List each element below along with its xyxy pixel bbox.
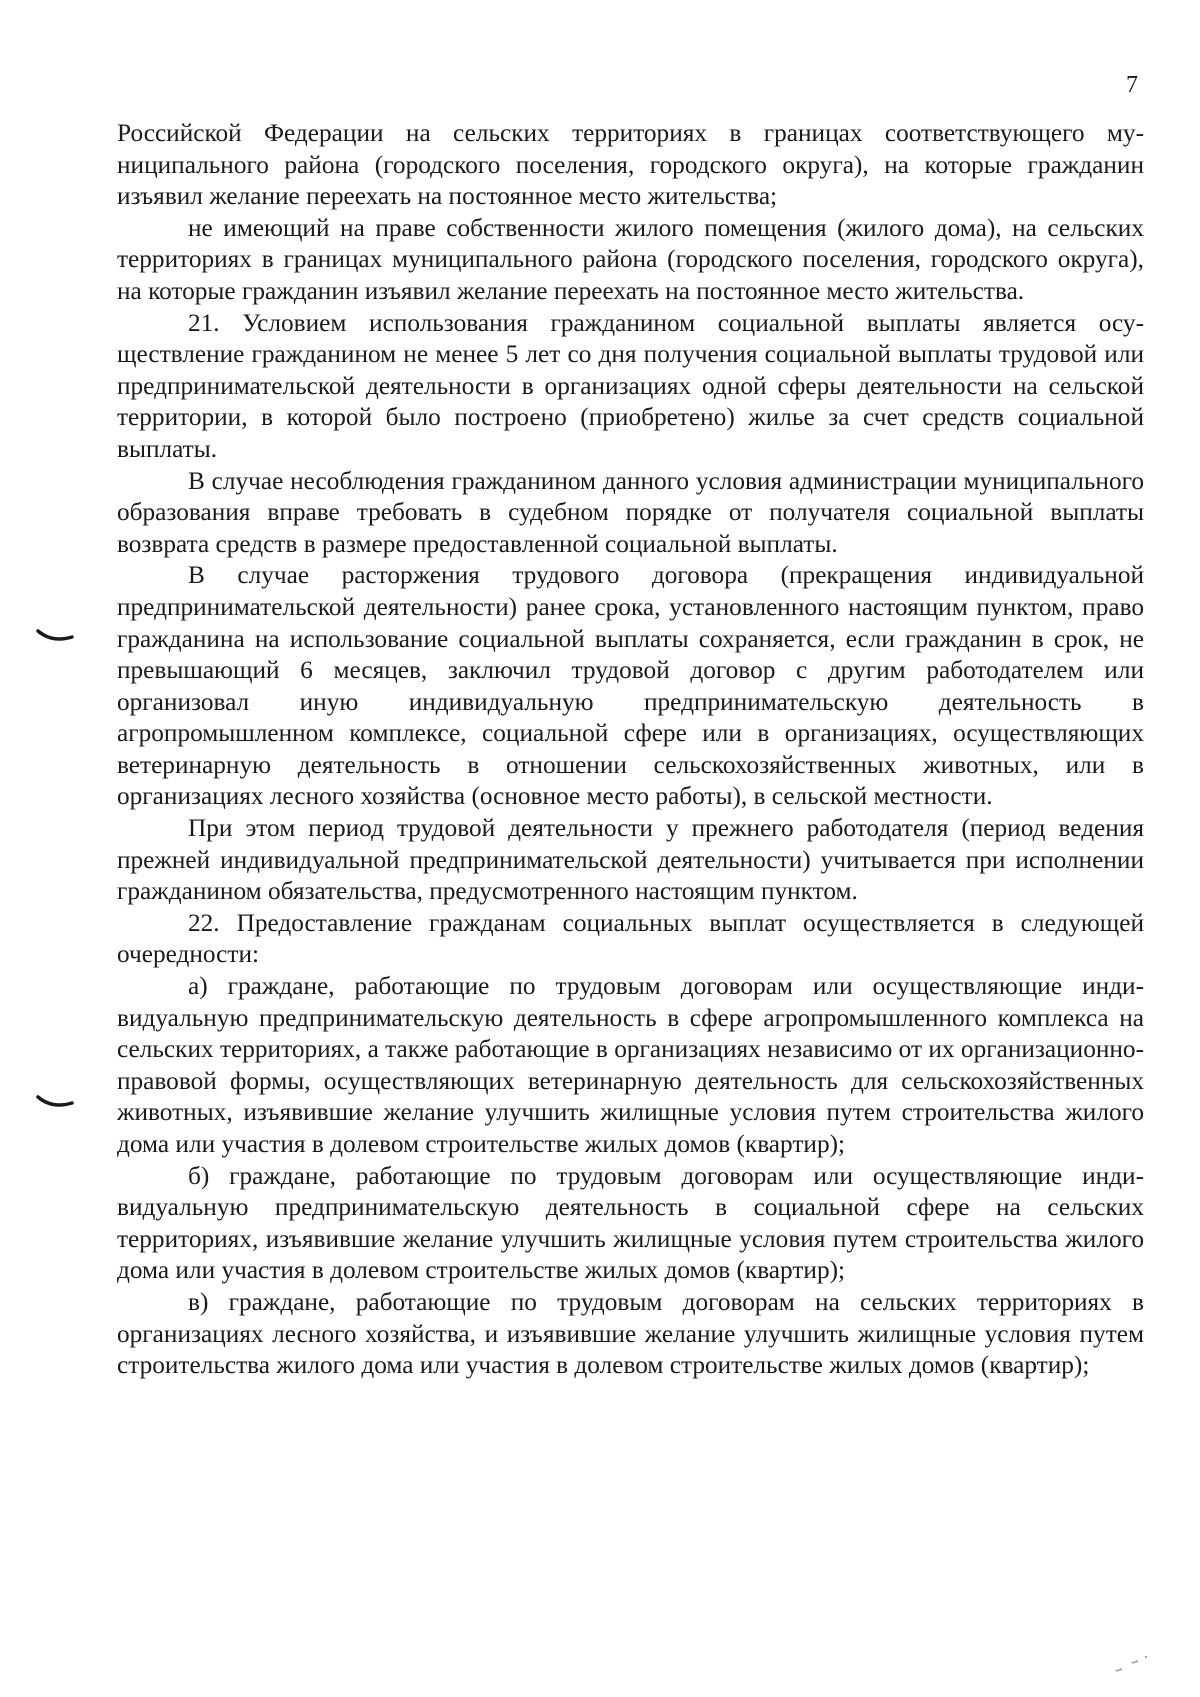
document-body bbox=[117, 118, 1144, 1382]
paragraph: При этом период трудовой деятельности у прежнего работодателя (период ведения прежней индивидуальной предпринимательской деятельности) учитывается при исполнении гражданином обязательства, предусмотренного настоящим пунктом. bbox=[117, 814, 1144, 906]
page-number: 7 bbox=[1126, 72, 1138, 98]
binding-hole-mark bbox=[36, 628, 74, 644]
list-item-a: а) граждане, работающие по трудовым договорам или осуществляющие индивидуальную предпринимательскую деятельность в сфере агропромышленного комплекса на сельских территориях, а также работающие в организациях независимо от их организационно-правовой формы, осуществляющих ветеринарную деятельность для сельскохозяйственных животных, изъявившие желание улучшить жилищные условия путем строительства жилого дома или участия в долевом строительстве жилых домов (квартир); bbox=[117, 972, 1144, 1158]
list-item-b: б) граждане, работающие по трудовым договорам или осуществляющие индивидуальную предпринимательскую деятельность в социальной сфере на сельских территориях, изъявившие желание улучшить жилищные условия путем строительства жилого дома или участия в долевом строительстве жилых домов (квартир); bbox=[117, 1161, 1144, 1285]
scan-artifact bbox=[1110, 1651, 1160, 1677]
list-item-v: в) граждане, работающие по трудовым договорам на сельских территориях в организациях лесного хозяйства, и изъявившие желание улучшить жилищные условия путем строительства жилого дома или участия в долевом строительстве жилых домов (квартир); bbox=[117, 1287, 1144, 1380]
clause-22: 22. Предоставление гражданам социальных выплат осуществляется в следующей очередности: bbox=[117, 908, 1144, 969]
paragraph: В случае несоблюдения гражданином данного условия администрации муниципального образования вправе требовать в судебном порядке от получателя социальной выплаты возврата средств в размере предоставленной социальной выплаты. bbox=[117, 466, 1144, 558]
paragraph: не имеющий на праве собственности жилого помещения (жилого дома), на сельских территориях в границах муниципального района (городского поселения, городского округа), на которые гражданин изъявил желание переехать на постоянное место жительства. bbox=[117, 213, 1144, 305]
binding-hole-mark bbox=[36, 1094, 74, 1110]
clause-21: 21. Условием использования гражданином социальной выплаты является осуществление гражданином не менее 5 лет со дня получения социальной выплаты трудовой или предпринимательской деятельности в организациях одной сферы деятельности на сельской территории, в которой было построено (приобретено) жилье за счет средств социальной выплаты. bbox=[117, 308, 1144, 463]
paragraph-continuation: Российской Федерации на сельских территориях в границах соответствующего муниципального района (городского поселения, городского округа), на которые гражданин изъявил желание переехать на постоянное место жительства; bbox=[117, 119, 1144, 211]
paragraph: В случае расторжения трудового договора (прекращения индивидуальной предпринимательской деятельности) ранее срока, установленного настоящим пунктом, право гражданина на использование социальной выплаты сохраняется, если гражданин в срок, не превышающий 6 месяцев, заключил трудовой договор с другим работодателем или организовал иную индивидуальную предпринимательскую деятельность в агропромышленном комплексе, социальной сфере или в организациях, осуществляющих ветеринарную деятельность в отношении сельскохозяйственных животных, или в организациях лесного хозяйства (основное место работы), в сельской местности. bbox=[117, 561, 1144, 811]
